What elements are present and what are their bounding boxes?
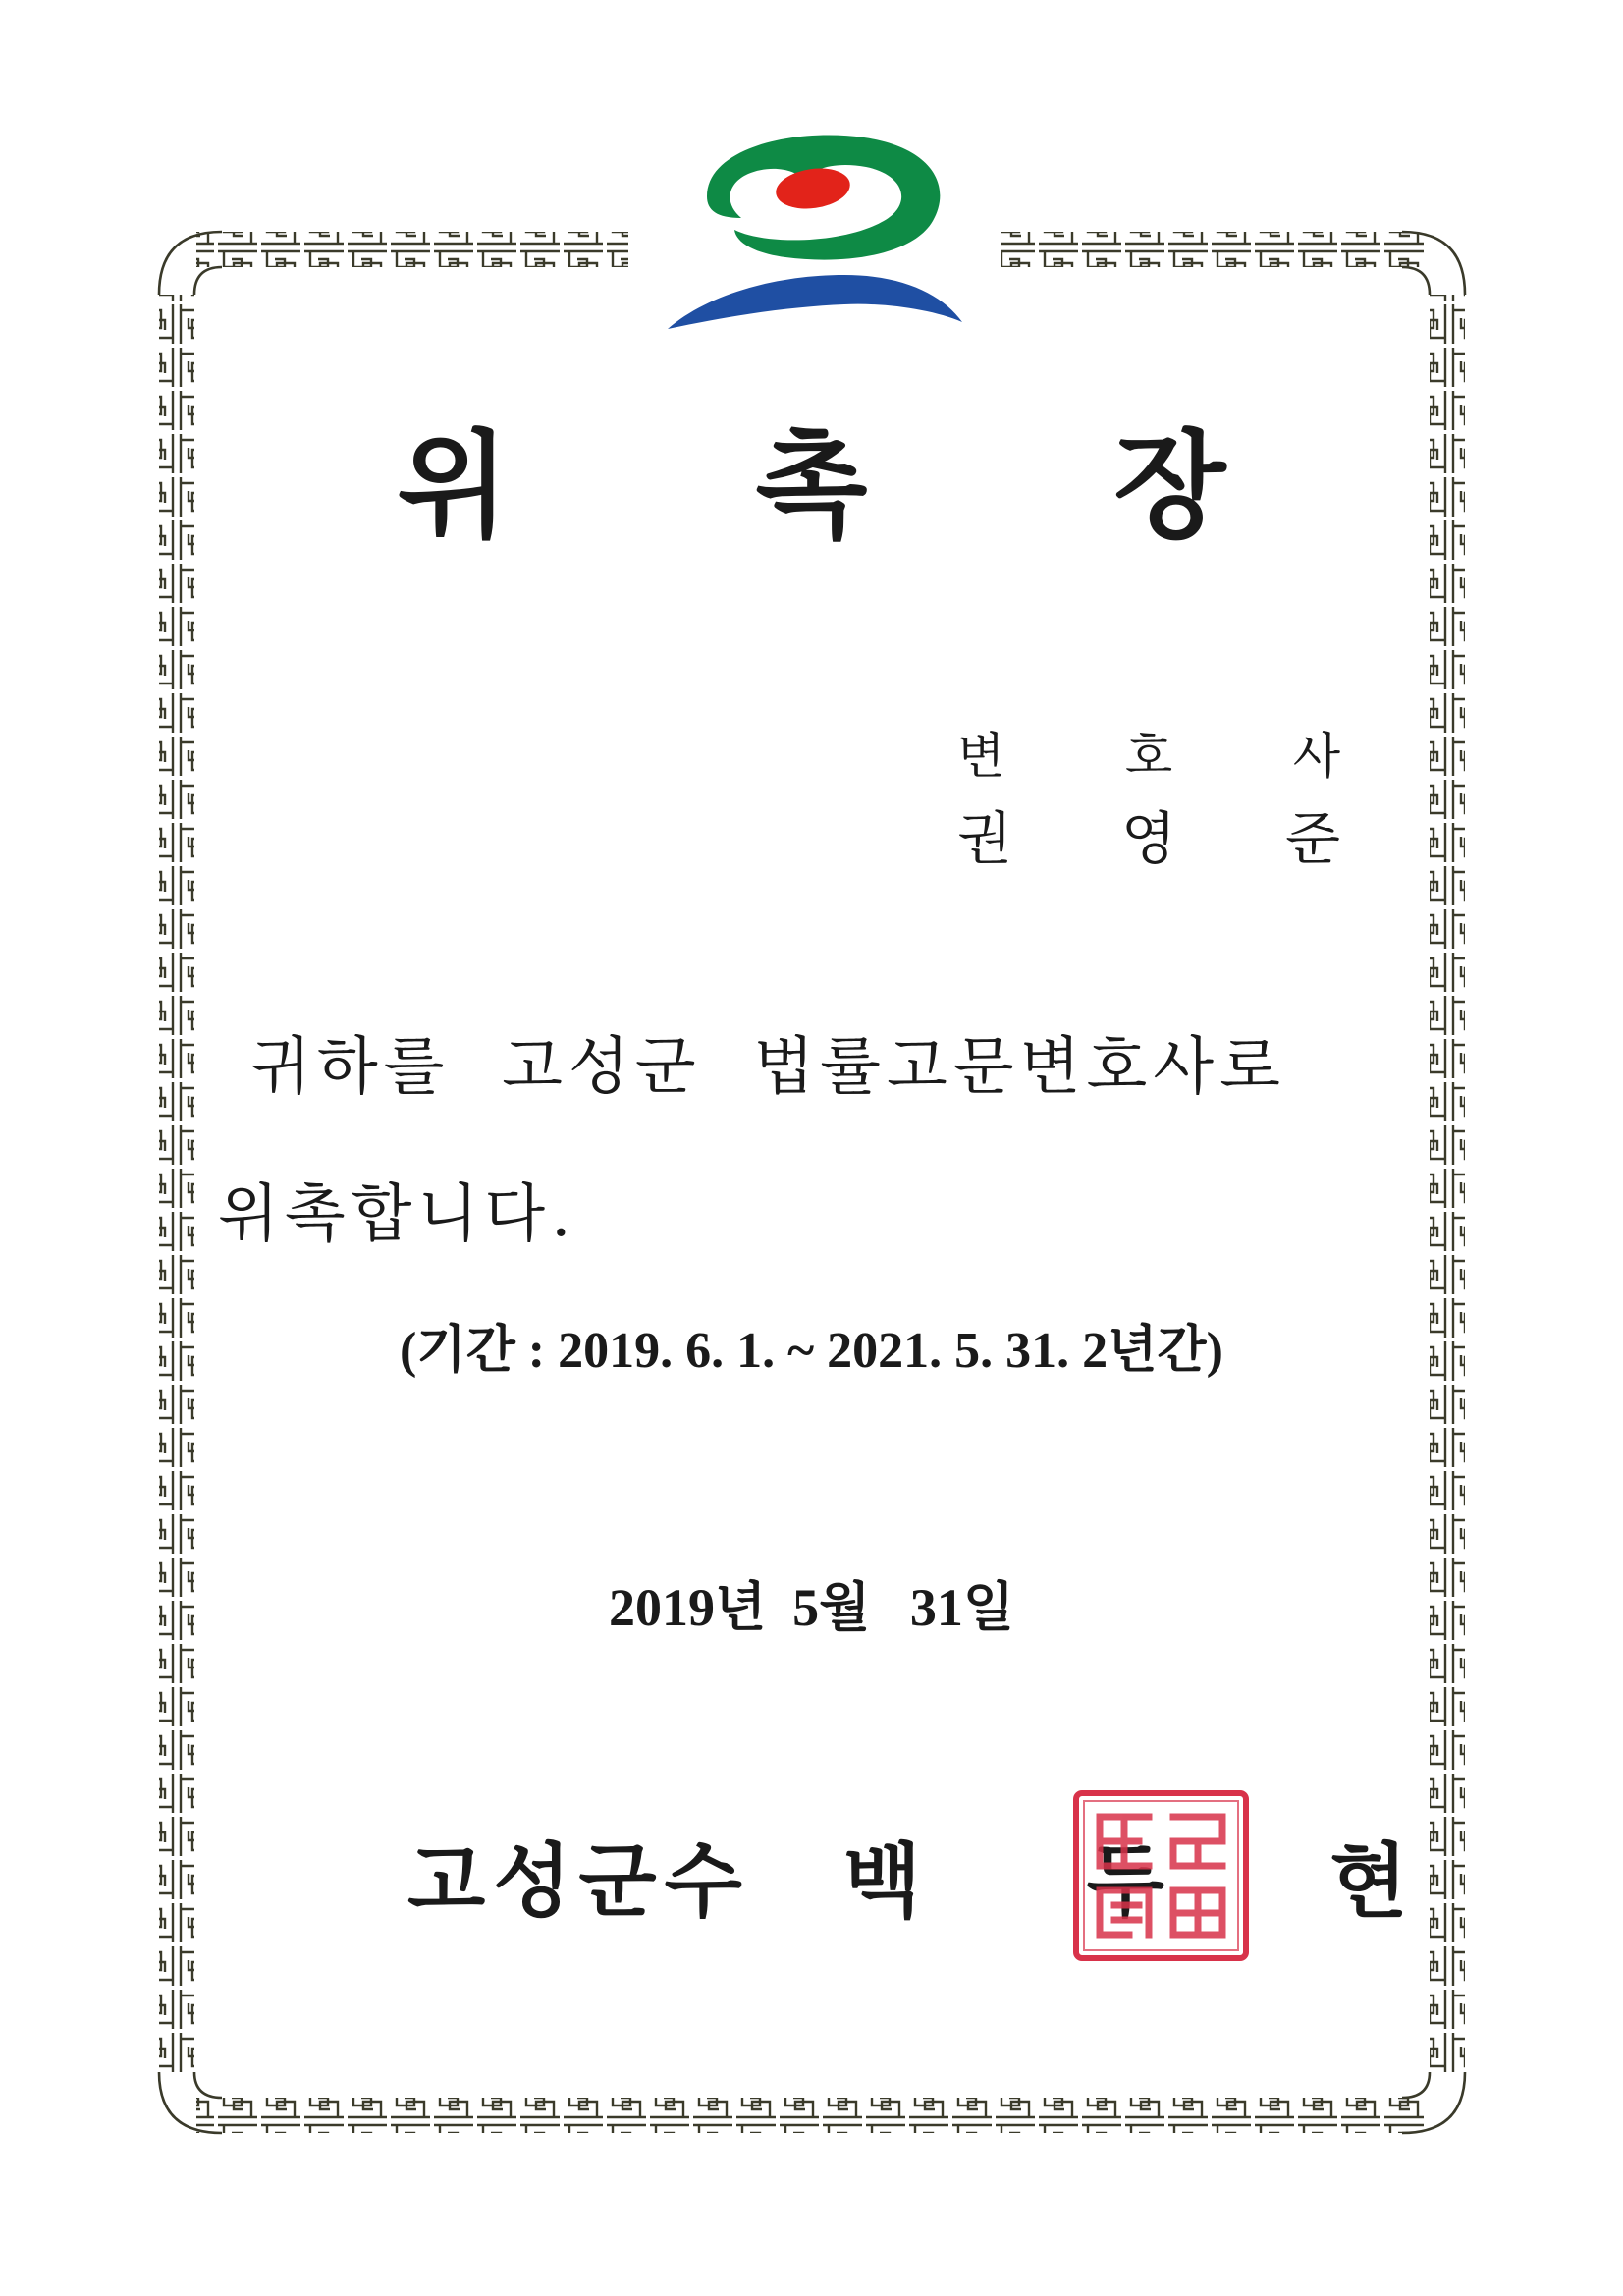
official-seal-icon: [1070, 1787, 1252, 1964]
issuer-title: 고성군수: [407, 1834, 750, 1929]
name-char: 준: [1284, 805, 1340, 872]
recipient-name: [957, 805, 1340, 872]
occupation-char: 호: [1124, 728, 1173, 785]
issue-date: 2019년 5월 31일: [609, 1578, 1014, 1637]
occupation-char: 변: [957, 728, 1005, 785]
occupation-char: 사: [1292, 728, 1340, 785]
recipient-occupation: [957, 728, 1340, 785]
name-char: 권: [957, 805, 1013, 872]
name-char: 영: [1120, 805, 1177, 872]
goseong-county-emblem-icon: [648, 128, 972, 339]
certificate-title: 위 촉 장: [397, 417, 1329, 554]
body-text-line-2: 위촉합니다.: [218, 1178, 577, 1251]
issuer-signature: [407, 1834, 1477, 1929]
body-text-line-1: 귀하를 고성군 법률고문변호사로: [250, 1031, 1286, 1104]
issuer-name: 백 두 현: [842, 1834, 1477, 1929]
appointment-period: (기간 : 2019. 6. 1. ~ 2021. 5. 31. 2년간): [400, 1323, 1223, 1379]
